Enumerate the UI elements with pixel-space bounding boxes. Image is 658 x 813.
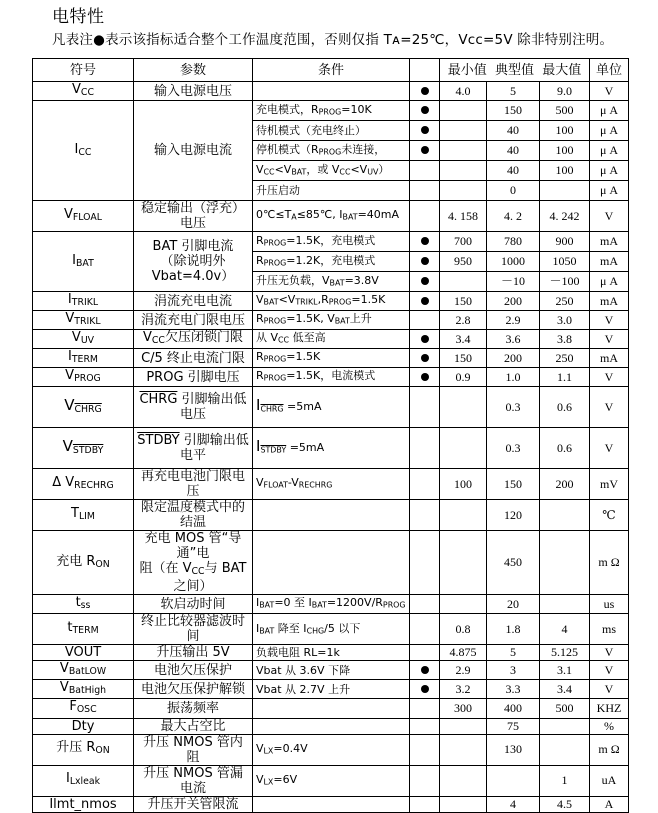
cell-parameter: 终止比较器滤波时间 (134, 614, 253, 645)
cell-typ: 1000 (487, 252, 540, 272)
cell-unit: ms (590, 614, 629, 645)
cell-condition (253, 531, 410, 595)
col-header-parameter: 参数 (134, 59, 253, 82)
cell-symbol: $V_{BatLOW}$ (33, 661, 134, 680)
table-row (33, 82, 629, 101)
cell-condition (253, 82, 410, 101)
table-row (33, 595, 629, 614)
full-temp-range-dot (410, 349, 440, 368)
bullet-icon (421, 335, 429, 343)
cell-parameter: CHRG 引脚输出低电压 (134, 387, 253, 428)
cell-unit: V (590, 680, 629, 699)
cell-min (440, 734, 487, 765)
table-header (33, 59, 629, 82)
full-temp-range-dot (410, 272, 440, 292)
cell-min (440, 272, 487, 292)
cell-dot-empty (410, 645, 440, 661)
cell-dot-empty (410, 595, 440, 614)
table-row (33, 201, 629, 232)
table-row (33, 101, 629, 121)
cell-condition: Vbat 从 2.7V 上升 (253, 680, 410, 699)
cell-typ: 40 (487, 141, 540, 161)
cell-dot-empty (410, 181, 440, 201)
cell-unit: μ A (590, 181, 629, 201)
cell-typ: 3.3 (487, 680, 540, 699)
cell-parameter: 振荡频率 (134, 699, 253, 718)
cell-typ: 0.3 (487, 387, 540, 428)
cell-min: 150 (440, 292, 487, 311)
cell-condition: $V_{LX}=6V$ (253, 765, 410, 796)
cell-parameter: 软启动时间 (134, 595, 253, 614)
cell-parameter: PROG 引脚电压 (134, 368, 253, 387)
cell-condition: $R_{PROG}=1.5K$，电流模式 (253, 368, 410, 387)
cell-min: 0.9 (440, 368, 487, 387)
cell-dot-empty (410, 718, 440, 734)
bullet-icon (421, 87, 429, 95)
col-header-symbol: 符号 (33, 59, 134, 82)
cell-typ: 150 (487, 101, 540, 121)
cell-max: 900 (540, 232, 590, 252)
cell-unit: mA (590, 349, 629, 368)
cell-min (440, 531, 487, 595)
col-header-min: 最小值 (447, 62, 487, 78)
cell-condition: 充电模式，$R_{PROG}=10K$ (253, 101, 410, 121)
full-temp-range-dot (410, 101, 440, 121)
cell-min: 150 (440, 349, 487, 368)
cell-min (440, 121, 487, 141)
cell-symbol: $V_{TRIKL}$ (33, 311, 134, 330)
cell-typ: 3 (487, 661, 540, 680)
cell-unit: ℃ (590, 500, 629, 531)
cell-symbol: Δ $V_{RECHRG}$ (33, 469, 134, 500)
cell-unit: m Ω (590, 734, 629, 765)
cell-symbol: $V_{STDBY}$ (33, 428, 134, 469)
table-row (33, 699, 629, 718)
cell-min: 0.8 (440, 614, 487, 645)
cell-unit: m Ω (590, 531, 629, 595)
cell-max: 0.6 (540, 428, 590, 469)
cell-unit: μ A (590, 161, 629, 181)
cell-condition: $V_{BAT}<V_{TRIKL},R_{PROG}=1.5K$ (253, 292, 410, 311)
cell-typ: 200 (487, 292, 540, 311)
cell-dot-empty (410, 428, 440, 469)
cell-dot-empty (410, 699, 440, 718)
cell-unit: mA (590, 252, 629, 272)
cell-parameter: 稳定输出（浮充）电压 (134, 201, 253, 232)
cell-max (540, 734, 590, 765)
cell-typ: 4 (487, 796, 540, 812)
cell-dot-empty (410, 161, 440, 181)
cell-min: 300 (440, 699, 487, 718)
cell-max: 100 (540, 121, 590, 141)
cell-min (440, 500, 487, 531)
cell-max: 500 (540, 699, 590, 718)
cell-min: 950 (440, 252, 487, 272)
cell-unit: mV (590, 469, 629, 500)
bullet-icon (421, 354, 429, 362)
cell-max: 500 (540, 101, 590, 121)
bullet-icon (421, 237, 429, 245)
conditions-note: 凡表注●表示该指标适合整个工作温度范围，否则仅指 Tᴀ=25℃，Vᴄᴄ=5V 除非特别注明。 (52, 32, 614, 48)
cell-dot-empty (410, 531, 440, 595)
cell-condition: 升压无负载，$V_{BAT}=3.8V$ (253, 272, 410, 292)
cell-min (440, 161, 487, 181)
cell-max: 250 (540, 292, 590, 311)
bullet-icon (421, 373, 429, 381)
cell-condition: 停机模式（$R_{PROG}$未连接， (253, 141, 410, 161)
cell-min: 4. 158 (440, 201, 487, 232)
cell-condition: 从 $V_{CC}$ 低至高 (253, 330, 410, 349)
full-temp-range-dot (410, 121, 440, 141)
full-temp-range-dot (410, 82, 440, 101)
cell-condition: $R_{PROG}=1.5K$ (253, 349, 410, 368)
cell-typ: 40 (487, 161, 540, 181)
cell-unit: μ A (590, 272, 629, 292)
cell-max: 200 (540, 469, 590, 500)
cell-dot-empty (410, 765, 440, 796)
cell-typ: 450 (487, 531, 540, 595)
cell-unit: V (590, 201, 629, 232)
bullet-icon (421, 146, 429, 154)
table-row (33, 469, 629, 500)
cell-dot-empty (410, 469, 440, 500)
cell-parameter: C/5 终止电流门限 (134, 349, 253, 368)
col-header-values (440, 59, 590, 82)
cell-parameter: $V_{CC}$欠压闭锁门限 (134, 330, 253, 349)
cell-unit: uA (590, 765, 629, 796)
cell-max: 100 (540, 161, 590, 181)
cell-typ: 1.0 (487, 368, 540, 387)
cell-typ: 130 (487, 734, 540, 765)
cell-symbol: $t_{TERM}$ (33, 614, 134, 645)
cell-unit: mA (590, 232, 629, 252)
cell-max (540, 531, 590, 595)
cell-min (440, 387, 487, 428)
cell-max: 3.8 (540, 330, 590, 349)
cell-min: 2.9 (440, 661, 487, 680)
cell-max (540, 500, 590, 531)
table-row (33, 680, 629, 699)
cell-condition: $R_{PROG}=1.2K$，充电模式 (253, 252, 410, 272)
cell-dot-empty (410, 500, 440, 531)
cell-unit: us (590, 595, 629, 614)
table-row (33, 349, 629, 368)
cell-typ: 20 (487, 595, 540, 614)
cell-min (440, 595, 487, 614)
cell-max: 100 (540, 141, 590, 161)
cell-parameter: STDBY 引脚输出低电平 (134, 428, 253, 469)
full-temp-range-dot (410, 292, 440, 311)
cell-condition: Vbat 从 3.6V 下降 (253, 661, 410, 680)
cell-typ: 120 (487, 500, 540, 531)
cell-condition: $I_{BAT}$ 降至 $I_{CHG}/5$ 以下 (253, 614, 410, 645)
bullet-icon (421, 277, 429, 285)
cell-typ: 150 (487, 469, 540, 500)
cell-parameter: 电池欠压保护 (134, 661, 253, 680)
cell-parameter: BAT 引脚电流 （除说明外 Vbat=4.0v） (134, 232, 253, 292)
header-row (33, 59, 629, 82)
cell-unit: A (590, 796, 629, 812)
cell-max: 4 (540, 614, 590, 645)
cell-dot-empty (410, 614, 440, 645)
table-row (33, 614, 629, 645)
page-title: 电特性 (52, 7, 105, 27)
cell-condition: $R_{PROG}=1.5K$, $V_{BAT}$上升 (253, 311, 410, 330)
cell-symbol: Dty (33, 718, 134, 734)
cell-typ: 3.6 (487, 330, 540, 349)
cell-min: 3.4 (440, 330, 487, 349)
col-header-unit: 单位 (590, 59, 629, 82)
table-row (33, 734, 629, 765)
cell-dot-empty (410, 734, 440, 765)
cell-parameter: 电池欠压保护解锁 (134, 680, 253, 699)
cell-max: 0.6 (540, 387, 590, 428)
cell-unit: V (590, 82, 629, 101)
cell-typ: 5 (487, 645, 540, 661)
cell-symbol: $I_{TERM}$ (33, 349, 134, 368)
cell-symbol: $V_{CC}$ (33, 82, 134, 101)
cell-parameter: 涓流充电门限电压 (134, 311, 253, 330)
table-row (33, 292, 629, 311)
cell-min (440, 796, 487, 812)
bullet-icon (421, 666, 429, 674)
cell-symbol: $I_{CC}$ (33, 101, 134, 201)
cell-parameter: 升压开关管限流 (134, 796, 253, 812)
cell-min (440, 718, 487, 734)
cell-condition (253, 699, 410, 718)
cell-max: 1 (540, 765, 590, 796)
cell-min (440, 765, 487, 796)
cell-dot-empty (410, 311, 440, 330)
cell-min: 100 (440, 469, 487, 500)
cell-min (440, 428, 487, 469)
cell-max: 3.1 (540, 661, 590, 680)
cell-parameter: 限定温度模式中的结温 (134, 500, 253, 531)
col-header-typ: 典型值 (494, 62, 534, 78)
cell-condition (253, 796, 410, 812)
cell-parameter: 升压 NMOS 管内阻 (134, 734, 253, 765)
cell-max: －100 (540, 272, 590, 292)
cell-min: 4.0 (440, 82, 487, 101)
cell-typ: 40 (487, 121, 540, 141)
cell-unit: V (590, 368, 629, 387)
cell-parameter: 升压输出 5V (134, 645, 253, 661)
bullet-icon (421, 257, 429, 265)
cell-symbol: 升压 $R_{ON}$ (33, 734, 134, 765)
cell-parameter: 涓流充电电流 (134, 292, 253, 311)
cell-symbol: 充电 $R_{ON}$ (33, 531, 134, 595)
cell-max: 3.0 (540, 311, 590, 330)
bullet-icon (421, 126, 429, 134)
table-row (33, 765, 629, 796)
cell-min (440, 101, 487, 121)
cell-condition: $I_{CHRG} =5mA$ (253, 387, 410, 428)
cell-symbol: VOUT (33, 645, 134, 661)
cell-parameter: 输入电源电流 (134, 101, 253, 201)
cell-condition: 升压启动 (253, 181, 410, 201)
cell-parameter: 升压 NMOS 管漏电流 (134, 765, 253, 796)
table-row (33, 718, 629, 734)
cell-min: 2.8 (440, 311, 487, 330)
table-row (33, 531, 629, 595)
cell-symbol: $T_{LIM}$ (33, 500, 134, 531)
table-row (33, 311, 629, 330)
bullet-icon (421, 106, 429, 114)
cell-max (540, 181, 590, 201)
cell-symbol: $F_{OSC}$ (33, 699, 134, 718)
cell-unit: μ A (590, 101, 629, 121)
table-row (33, 368, 629, 387)
cell-max: 9.0 (540, 82, 590, 101)
table-row (33, 796, 629, 812)
cell-max (540, 718, 590, 734)
cell-symbol: $V_{BatHigh}$ (33, 680, 134, 699)
cell-max: 4. 242 (540, 201, 590, 232)
full-temp-range-dot (410, 232, 440, 252)
full-temp-range-dot (410, 141, 440, 161)
cell-condition: $R_{PROG}=1.5K$，充电模式 (253, 232, 410, 252)
cell-condition: $V_{LX}=0.4V$ (253, 734, 410, 765)
cell-min: 700 (440, 232, 487, 252)
cell-typ: 5 (487, 82, 540, 101)
cell-symbol: $V_{FLOAL}$ (33, 201, 134, 232)
full-temp-range-dot (410, 368, 440, 387)
cell-max: 3.4 (540, 680, 590, 699)
cell-typ: －10 (487, 272, 540, 292)
cell-max: 1.1 (540, 368, 590, 387)
cell-unit: V (590, 428, 629, 469)
full-temp-range-dot (410, 661, 440, 680)
cell-unit: V (590, 661, 629, 680)
cell-parameter: 充电 MOS 管“导通”电 阻（在 $V_{CC}$与 BAT 之间） (134, 531, 253, 595)
cell-condition (253, 718, 410, 734)
cell-typ: 2.9 (487, 311, 540, 330)
col-header-condition: 条件 (253, 59, 410, 82)
cell-typ: 75 (487, 718, 540, 734)
cell-symbol: $V_{CHRG}$ (33, 387, 134, 428)
cell-condition: $0℃\le T_A\le 85℃$, $I_{BAT}=40mA$ (253, 201, 410, 232)
cell-unit: V (590, 330, 629, 349)
cell-min (440, 141, 487, 161)
cell-condition: $I_{STDBY} =5mA$ (253, 428, 410, 469)
table-row (33, 500, 629, 531)
cell-unit: V (590, 311, 629, 330)
table-row (33, 428, 629, 469)
bullet-icon (421, 297, 429, 305)
cell-dot-empty (410, 387, 440, 428)
cell-dot-empty (410, 201, 440, 232)
cell-condition: $V_{FLOAT}-V_{RECHRG}$ (253, 469, 410, 500)
cell-condition (253, 500, 410, 531)
col-header-dot (410, 59, 440, 82)
cell-typ: 1.8 (487, 614, 540, 645)
col-header-max: 最大值 (542, 62, 582, 78)
cell-min: 4.875 (440, 645, 487, 661)
cell-symbol: $V_{UV}$ (33, 330, 134, 349)
table-row (33, 232, 629, 252)
cell-symbol: $I_{Lxleak}$ (33, 765, 134, 796)
cell-max: 5.125 (540, 645, 590, 661)
cell-typ: 200 (487, 349, 540, 368)
table-row (33, 330, 629, 349)
cell-parameter: 最大占空比 (134, 718, 253, 734)
cell-unit: μ A (590, 141, 629, 161)
cell-max: 250 (540, 349, 590, 368)
full-temp-range-dot (410, 252, 440, 272)
full-temp-range-dot (410, 330, 440, 349)
cell-typ: 780 (487, 232, 540, 252)
cell-symbol: $t_{ss}$ (33, 595, 134, 614)
cell-unit: % (590, 718, 629, 734)
bullet-icon (421, 685, 429, 693)
cell-symbol: $I_{TRIKL}$ (33, 292, 134, 311)
cell-unit: mA (590, 292, 629, 311)
cell-typ: 4. 2 (487, 201, 540, 232)
cell-unit: KHZ (590, 699, 629, 718)
cell-min: 3.2 (440, 680, 487, 699)
cell-unit: μ A (590, 121, 629, 141)
cell-unit: V (590, 387, 629, 428)
cell-typ (487, 765, 540, 796)
cell-condition: $I_{BAT}=0$ 至 $I_{BAT}=1200V/R_{PROG}$ (253, 595, 410, 614)
table-row (33, 387, 629, 428)
cell-parameter: 再充电电池门限电压 (134, 469, 253, 500)
cell-parameter: 输入电源电压 (134, 82, 253, 101)
full-temp-range-dot (410, 680, 440, 699)
cell-typ: 0.3 (487, 428, 540, 469)
cell-condition: 待机模式（充电终止） (253, 121, 410, 141)
cell-typ: 0 (487, 181, 540, 201)
table-body (33, 82, 629, 813)
cell-min (440, 181, 487, 201)
cell-unit: V (590, 645, 629, 661)
cell-symbol: $I_{BAT}$ (33, 232, 134, 292)
cell-dot-empty (410, 796, 440, 812)
cell-symbol: $V_{PROG}$ (33, 368, 134, 387)
electrical-characteristics-table (32, 58, 629, 813)
cell-max: 4.5 (540, 796, 590, 812)
table-row (33, 661, 629, 680)
cell-condition: 负载电阻 RL=1k (253, 645, 410, 661)
cell-typ: 400 (487, 699, 540, 718)
table-row (33, 645, 629, 661)
cell-max: 1050 (540, 252, 590, 272)
cell-max (540, 595, 590, 614)
cell-condition: $V_{CC}<V_{BAT}$，或 $V_{CC}<V_{UV}$） (253, 161, 410, 181)
cell-symbol: Ilmt_nmos (33, 796, 134, 812)
